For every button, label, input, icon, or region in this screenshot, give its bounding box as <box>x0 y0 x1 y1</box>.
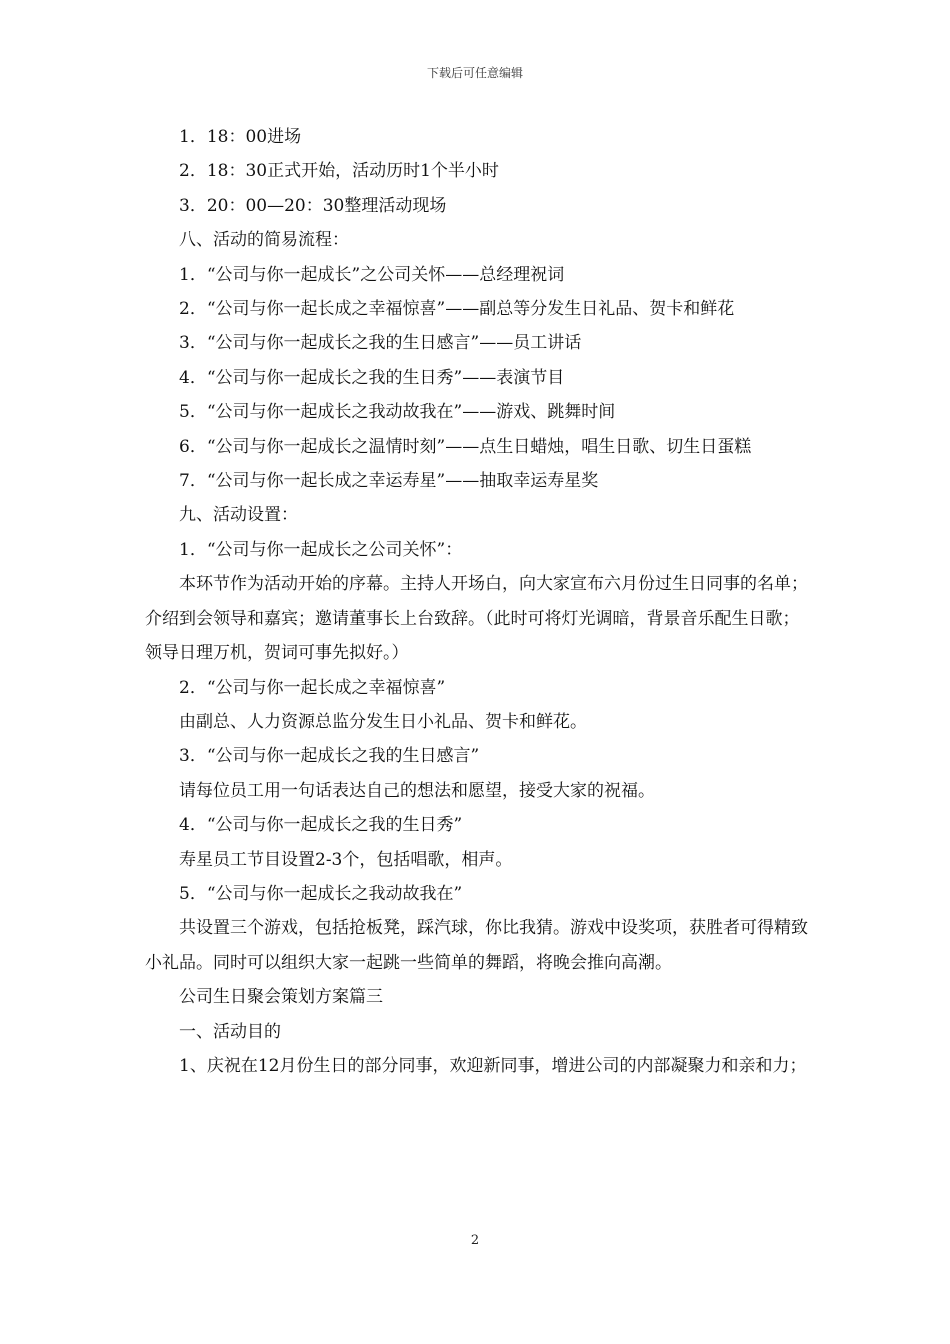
document-body <box>145 120 810 1083</box>
list-item: 5．“公司与你一起成长之我动故我在” <box>179 883 463 904</box>
list-item: 6．“公司与你一起成长之温情时刻”——点生日蜡烛，唱生日歌、切生日蛋糕 <box>179 436 752 457</box>
paragraph: 本环节作为活动开始的序幕。主持人开场白，向大家宣布六月份过生日同事的名单；介绍到会领导和嘉宾；邀请董事长上台致辞。（此时可将灯光调暗，背景音乐配生日歌；领导日理万机，贺词可事先拟好。） <box>145 574 808 664</box>
section-heading: 一、活动目的 <box>179 1021 281 1042</box>
list-item: 1．“公司与你一起成长之公司关怀”： <box>179 539 463 560</box>
paragraph: 2．18：30正式开始，活动历时1个半小时 <box>179 161 499 182</box>
paragraph: 由副总、人力资源总监分发生日小礼品、贺卡和鲜花。 <box>179 711 587 732</box>
paragraph: 寿星员工节目设置2-3个，包括唱歌，相声。 <box>179 849 513 870</box>
list-item: 3．“公司与你一起成长之我的生日感言” <box>179 746 480 767</box>
list-item: 2．“公司与你一起长成之幸福惊喜”——副总等分发生日礼品、贺卡和鲜花 <box>179 299 735 320</box>
list-item: 4．“公司与你一起成长之我的生日秀”——表演节目 <box>179 367 565 388</box>
paragraph: 3．20：00—20：30整理活动现场 <box>179 195 447 216</box>
list-item: 4．“公司与你一起成长之我的生日秀” <box>179 815 463 836</box>
page-header: 下载后可任意编辑 <box>426 66 523 80</box>
list-item: 5．“公司与你一起成长之我动故我在”——游戏、跳舞时间 <box>179 402 616 423</box>
list-item: 1．“公司与你一起成长”之公司关怀——总经理祝词 <box>179 264 565 285</box>
section-title: 公司生日聚会策划方案篇三 <box>179 987 383 1008</box>
section-heading: 八、活动的简易流程： <box>179 230 349 251</box>
list-item: 7．“公司与你一起长成之幸运寿星”——抽取幸运寿星奖 <box>179 471 599 492</box>
paragraph: 1．18：00进场 <box>179 127 302 147</box>
section-heading: 九、活动设置： <box>179 505 298 526</box>
page-number: 2 <box>470 1233 480 1248</box>
list-item: 3．“公司与你一起成长之我的生日感言”——员工讲话 <box>179 333 582 354</box>
paragraph: 请每位员工用一句话表达自己的想法和愿望，接受大家的祝福。 <box>179 780 655 801</box>
paragraph: 共设置三个游戏，包括抢板凳，踩汽球，你比我猜。游戏中设奖项，获胜者可得精致小礼品。同时可以组织大家一起跳一些简单的舞蹈，将晚会推向高潮。 <box>145 918 808 973</box>
paragraph: 1、庆祝在12月份生日的部分同事，欢迎新同事，增进公司的内部凝聚力和亲和力； <box>179 1055 807 1076</box>
list-item: 2．“公司与你一起长成之幸福惊喜” <box>179 677 446 698</box>
